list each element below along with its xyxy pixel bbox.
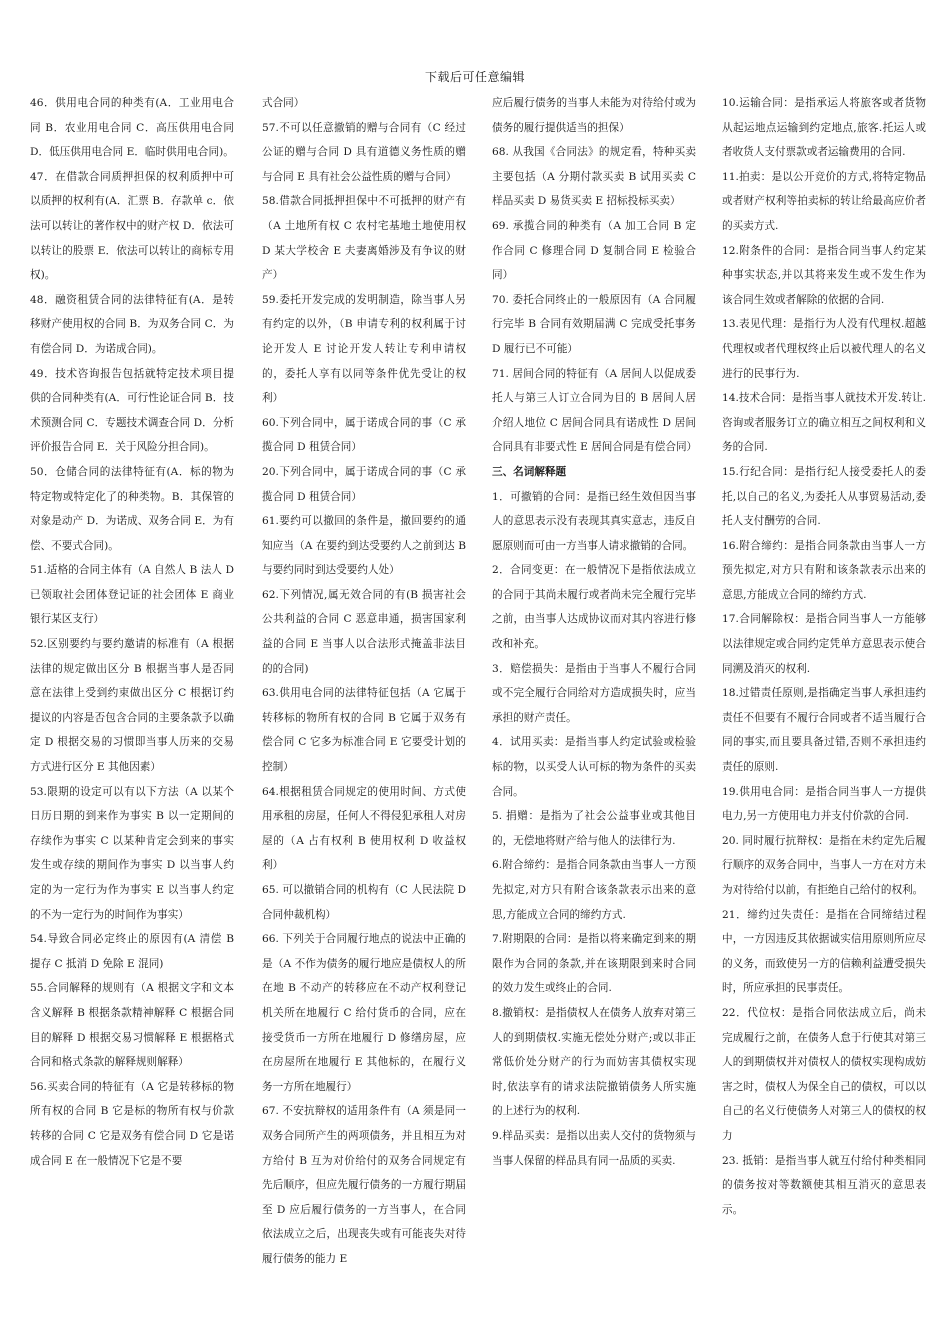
paragraph: 67. 不安抗辩权的适用条件有（A 须是同一双务合同所产生的两项债务，并且相互为对方给付 B 互为对价给付的双务合同规定有先后顺序，但应先履行债务的一方履行期届至 D 应后履行债务的一方当事人，在合同依法成立之后，出现丧失或有可能丧失对待履行债务的能力 E xyxy=(262,1105,466,1265)
paragraph: 5. 捐赠：是指为了社会公益事业或其他目的，无偿地将财产给与他人的法律行为. xyxy=(492,810,696,847)
paragraph: 21．缔约过失责任：是指在合同缔结过程中，一方因违反其依据诚实信用原则所应尽的义务，而致使另一方的信赖利益遭受损失时，所应承担的民事责任。 xyxy=(722,908,926,995)
paragraph: 17.合同解除权：是指合同当事人一方能够以法律规定或合同约定凭单方意思表示使合同溯及消灭的权利. xyxy=(722,613,926,675)
paragraph: 1．可撤销的合同：是指已经生效但因当事人的意思表示没有表现其真实意志，违反自愿原则而可由一方当事人请求撤销的合同。 xyxy=(492,490,696,552)
paragraph: 53.限期的设定可以有以下方法（A 以某个日历日期的到来作为事实 B 以一定期间的存续作为事实 C 以某种肯定会到来的事实发生或存续的期间作为事实 D 以当事人约定的为一定行为作为事实 E 以当事人约定的不为一定行为的时间作为事实） xyxy=(30,785,234,921)
paragraph: 52.区别要约与要约邀请的标准有（A 根据法律的规定做出区分 B 根据当事人是否同意在法律上受到约束做出区分 C 根据订约提议的内容是否包含合同的主要条款予以确定 D 根据交易的习惯即当事人历来的交易方式进行区分 E 其他因素） xyxy=(30,638,234,774)
paragraph: 65. 可以撤销合同的机构有（C 人民法院 D 合同仲裁机构） xyxy=(262,884,466,921)
paragraph: 66. 下列关于合同履行地点的说法中正确的是（A 不作为债务的履行地应是债权人的所在地 B 不动产的转移应在不动产权利登记机关所在地履行 C 给付货币的合同，应在接受货币一方所在地履行 D 修缮房屋，应在房屋所在地履行 E 其他标的，在履行义务一方所在地履行） xyxy=(262,933,466,1093)
paragraph: 68. 从我国《合同法》的规定看，特种买卖主要包括（A 分期付款买卖 B 试用买卖 C 样品买卖 D 易货买卖 E 招标投标买卖） xyxy=(492,146,696,208)
paragraph: 46．供用电合同的种类有(A．工业用电合同 B．农业用电合同 C．高压供用电合同 D．低压供用电合同 E．临时供用电合同)。 xyxy=(30,97,234,159)
paragraph: 57.不可以任意撤销的赠与合同有（C 经过公证的赠与合同 D 具有道德义务性质的赠与合同 E 具有社会公益性质的赠与合同） xyxy=(262,121,466,183)
paragraph: 69. 承揽合同的种类有（A 加工合同 B 定作合同 C 修理合同 D 复制合同 E 检验合同） xyxy=(492,219,696,282)
paragraph: 48．融资租赁合同的法律特征有(A．是转移财产使用权的合同 B．为双务合同 C．为有偿合同 D．为诺成合同)。 xyxy=(30,293,234,355)
paragraph: 3．赔偿损失：是指由于当事人不履行合同或不完全履行合同给对方造成损失时，应当承担的财产责任。 xyxy=(492,662,696,724)
paragraph: 62.下列情况,属无效合同的有(B 损害社会公共利益的合同 C 恶意串通，损害国家利益的合同 E 当事人以合法形式掩盖非法目的的合同) xyxy=(262,588,466,675)
paragraph: 49．技术咨询报告包括就特定技术项目提供的合同种类有(A．可行性论证合同 B．技术预测合同 C．专题技术调查合同 D．分析评价报告合同 E．关于风险分担合同)。 xyxy=(30,367,234,454)
paragraph: 7.附期限的合同：是指以将来确定到来的期限作为合同的条款,并在该期限到来时合同的效力发生或终止的合同. xyxy=(492,933,696,995)
paragraph: 23. 抵销：是指当事人就互付给付种类相同的债务按对等数额使其相互消灭的意思表示。 xyxy=(722,1154,926,1216)
paragraph: 15.行纪合同：是指行纪人接受委托人的委托,以自己的名义,为委托人从事贸易活动,委托人支付酬劳的合同. xyxy=(722,465,926,528)
paragraph: 4．试用买卖：是指当事人约定试验或检验标的物，以买受人认可标的物为条件的买卖合同。 xyxy=(492,736,696,798)
section-heading: 三、名词解释题 xyxy=(492,465,567,478)
paragraph: 55.合同解释的规则有（A 根据文字和文本含义解释 B 根据条款精神解释 C 根据合同目的解释 D 根据交易习惯解释 E 根据格式合同和格式条款的解释规则解释） xyxy=(30,982,234,1069)
paragraph: 54.导致合同必定终止的原因有(A 清偿 B 提存 C 抵消 D 免除 E 混同) xyxy=(30,933,234,970)
paragraph: 59.委托开发完成的发明制造，除当事人另有约定的以外，（B 申请专利的权利属于讨论开发人 E 讨论开发人转让专利申请权的，委托人享有以同等条件优先受让的权利） xyxy=(262,293,466,405)
paragraph: 20. 同时履行抗辩权：是指在未约定先后履行顺序的双务合同中，当事人一方在对方未为对待给付以前，有拒绝自己给付的权利。 xyxy=(722,834,926,896)
paragraph: 63.供用电合同的法律特征包括（A 它属于转移标的物所有权的合同 B 它属于双务有偿合同 C 它多为标准合同 E 它要受计划的控制） xyxy=(262,687,466,774)
paragraph: 58.借款合同抵押担保中不可抵押的财产有（A 土地所有权 C 农村宅基地土地使用权 D 某大学校舍 E 夫妻离婚涉及有争议的财产） xyxy=(262,195,466,282)
paragraph: 12.附条件的合同：是指合同当事人约定某种事实状态,并以其将来发生或不发生作为该合同生效或者解除的依据的合同. xyxy=(722,244,926,306)
text-column-4 xyxy=(722,91,926,1222)
paragraph: 56.买卖合同的特征有（A 它是转移标的物所有权的合同 B 它是标的物所有权与价款转移的合同 C 它是双务有偿合同 D 它是诺成合同 E 在一般情况下它是不要 xyxy=(30,1080,234,1167)
paragraph: 2．合同变更：在一般情况下是指依法成立的合同于其尚未履行或者尚未完全履行完毕之前，由当事人达成协议而对其内容进行修改和补充。 xyxy=(492,564,696,651)
paragraph: 9.样品买卖：是指以出卖人交付的货物须与当事人保留的样品具有同一品质的买卖. xyxy=(492,1129,696,1167)
paragraph: 16.附合缔约：是指合同条款由当事人一方预先拟定,对方只有附和该条款表示出来的意思,方能成立合同的缔约方式. xyxy=(722,539,926,601)
text-column-2 xyxy=(262,91,466,1272)
paragraph: 47．在借款合同质押担保的权利质押中可以质押的权利有(A．汇票 B．存款单 c．依法可以转让的著作权中的财产权 D．依法可以转让的股票 E．依法可以转让的商标专用权)。 xyxy=(30,170,234,282)
paragraph: 70. 委托合同终止的一般原因有（A 合同履行完毕 B 合同有效期届满 C 完成受托事务 D 履行已不可能） xyxy=(492,293,696,355)
paragraph: 应后履行债务的当事人未能为对待给付或为债务的履行提供适当的担保） xyxy=(492,97,696,134)
paragraph: 50．仓储合同的法律特征有(A．标的物为特定物或特定化了的种类物。B．其保管的对象是动产 D．为诺成、双务合同 E．为有偿、不要式合同)。 xyxy=(30,465,234,552)
page-header: 下载后可任意编辑 xyxy=(424,70,525,84)
paragraph: 61.要约可以撤回的条件是，撤回要约的通知应当（A 在要约到达受要约人之前到达 B 与要约同时到达受要约人处） xyxy=(262,515,466,577)
text-column-1 xyxy=(30,91,234,1173)
paragraph: 11.拍卖：是以公开竞价的方式,将特定物品或者财产权利等拍卖标的转让给最高应价者的买卖方式. xyxy=(722,170,926,232)
paragraph: 式合同） xyxy=(262,97,305,109)
paragraph: 8.撤销权：是指债权人在债务人放弃对第三人的到期债权.实施无偿处分财产;或以非正常低价处分财产的行为而妨害其债权实现时,依法享有的请求法院撤销债务人所实施的上述行为的权利. xyxy=(492,1006,696,1118)
text-column-3 xyxy=(492,91,696,1173)
paragraph: 10.运输合同：是指承运人将旅客或者货物从起运地点运输到约定地点,旅客.托运人或者收货人支付票款或者运输费用的合同. xyxy=(722,97,926,159)
paragraph: 13.表见代理：是指行为人没有代理权.超越代理权或者代理权终止后以被代理人的名义进行的民事行为. xyxy=(722,318,926,380)
paragraph: 71. 居间合同的特征有（A 居间人以促成委托人与第三人订立合同为目的 B 居间人居介绍人地位 C 居间合同具有诺成性 D 居间合同具有非要式性 E 居间合同是有偿合同） xyxy=(492,367,698,454)
paragraph: 19.供用电合同：是指合同当事人一方提供电力,另一方使用电力并支付价款的合同. xyxy=(722,785,926,823)
paragraph: 18.过错责任原则,是指确定当事人承担违约责任不但要有不履行合同或者不适当履行合同的事实,而且要具备过错,否则不承担违约责任的原则. xyxy=(722,687,926,774)
paragraph: 14.技术合同：是指当事人就技术开发.转让.咨询或者服务订立的确立相互之间权利和义务的合同. xyxy=(722,392,926,454)
paragraph: 60.下列合同中，属于诺成合同的事（C 承揽合同 D 租赁合同） xyxy=(262,416,466,454)
paragraph: 20.下列合同中，属于诺成合同的事（C 承揽合同 D 租赁合同） xyxy=(262,465,466,503)
paragraph: 6.附合缔约：是指合同条款由当事人一方预先拟定,对方只有附合该条款表示出来的意思,方能成立合同的缔约方式. xyxy=(492,859,696,921)
paragraph: 64.根据租赁合同规定的使用时间、方式使用承租的房屋，任何人不得侵犯承租人对房屋的（A 占有权利 B 使用权利 D 收益权利） xyxy=(262,785,466,872)
paragraph: 22．代位权：是指合同依法成立后，尚未完成履行之前，在债务人怠于行使其对第三人的到期债权并对债权人的债权实现构成妨害之时，债权人为保全自己的债权，可以以自己的名义行使债务人对第三人的债权的权力 xyxy=(722,1006,926,1142)
paragraph: 51.适格的合同主体有（A 自然人 B 法人 D 已领取社会团体登记证的社会团体 E 商业银行某区支行） xyxy=(30,564,234,626)
